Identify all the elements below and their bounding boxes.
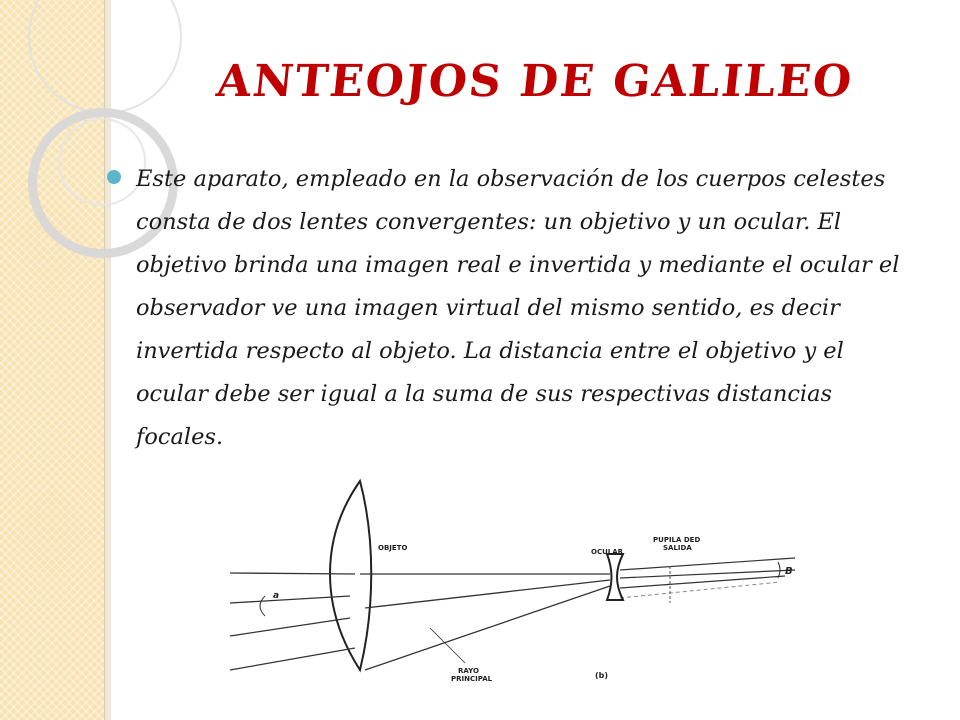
label-b: (b) <box>595 671 609 680</box>
ray-chief <box>365 586 610 670</box>
slide-title: ANTEOJOS DE GALILEO <box>214 56 856 107</box>
ray-exit-3 <box>620 576 785 588</box>
bullet-dot <box>107 170 121 184</box>
label-ocular: OCULAR <box>591 548 624 556</box>
ray-4 <box>230 648 355 670</box>
objective-lens <box>330 481 371 670</box>
label-pupila-2: SALIDA <box>663 544 692 552</box>
label-pupila-1: PUPILA DED <box>653 536 701 544</box>
telescope-diagram <box>225 478 825 720</box>
label-objeto: OBJETO <box>378 544 408 552</box>
ray-exit-1 <box>620 558 795 570</box>
decorative-ring-inner <box>58 118 146 206</box>
label-alpha: a <box>273 591 280 601</box>
ray-3 <box>230 618 350 636</box>
angle-beta-arc <box>778 562 780 578</box>
ray-exit-4 <box>620 582 780 598</box>
ocular-lens <box>607 554 623 600</box>
label-rayo-1: RAYO <box>458 667 479 675</box>
ray-1 <box>230 573 355 574</box>
angle-alpha-arc <box>260 596 265 616</box>
label-beta: B <box>785 566 793 577</box>
ray-6 <box>365 580 610 608</box>
label-rayo-2: PRINCIPAL <box>451 675 493 683</box>
telescope-diagram-svg <box>225 478 825 720</box>
body-paragraph: Este aparato, empleado en la observación de los cuerpos celestes consta de dos lentes convergentes: un objetivo y un ocular. El objetivo brinda una imagen real e invertida y mediante el ocular el observador ve una imagen virtual del mismo sentido, es decir invertida respecto al objeto. La distancia entre el objetivo y el ocular debe ser igual a la suma de sus respectivas distancias focales. <box>136 166 900 450</box>
